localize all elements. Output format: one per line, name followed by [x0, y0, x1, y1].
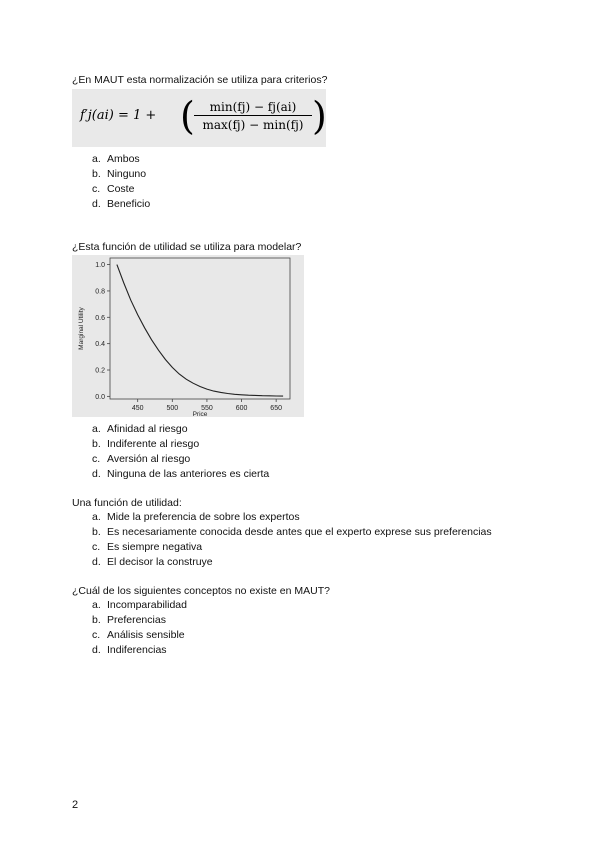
plot-frame: [110, 258, 290, 399]
question-1: [72, 73, 327, 87]
x-tick-label: 600: [235, 405, 248, 412]
y-tick-label: 0.6: [95, 314, 105, 322]
x-tick-label: 650: [270, 405, 282, 412]
y-axis-label: Marginal Utility: [78, 307, 85, 350]
question-text: ¿En MAUT esta normalización se utiliza para criterios?: [72, 74, 328, 86]
option: b. Ninguno: [92, 168, 147, 180]
question-4: [72, 584, 330, 658]
option: b. Indiferente al riesgo: [92, 438, 200, 450]
question-text: ¿Esta función de utilidad se utiliza para modelar?: [72, 241, 302, 253]
option: b. Preferencias: [92, 614, 166, 626]
option: a. Mide la preferencia de sobre los expertos: [92, 511, 300, 523]
option: c. Aversión al riesgo: [92, 453, 191, 465]
formula-numerator: min(fj) − fj(ai): [194, 100, 312, 116]
y-tick-label: 0.0: [95, 393, 105, 401]
x-tick-label: 450: [131, 405, 144, 412]
option: a. Ambos: [92, 153, 140, 165]
option: d. El decisor la construye: [92, 556, 213, 568]
question-2: [72, 240, 301, 254]
option: a. Incomparabilidad: [92, 599, 187, 611]
utility-chart-svg: [72, 255, 304, 417]
utility-chart: [72, 255, 304, 417]
y-tick-label: 0.8: [95, 288, 105, 296]
option: d. Indiferencias: [92, 644, 167, 656]
x-tick-label: 550: [201, 405, 213, 412]
option: b. Es necesariamente conocida desde antes que el experto exprese sus preferencias: [92, 526, 492, 538]
page-number: 2: [72, 799, 79, 811]
question-text: Una función de utilidad:: [72, 497, 182, 509]
question-2-options: [72, 422, 269, 482]
question-text: ¿Cuál de los siguientes conceptos no existe en MAUT?: [72, 585, 330, 597]
option: c. Análisis sensible: [92, 629, 185, 641]
option: c. Es siempre negativa: [92, 541, 203, 553]
x-axis-label: Price: [192, 411, 208, 417]
option: a. Afinidad al riesgo: [92, 423, 188, 435]
option: d. Ninguna de las anteriores es cierta: [92, 468, 270, 480]
y-tick-label: 0.4: [95, 341, 105, 349]
formula-lhs: f′j(ai) = 1 +: [80, 108, 157, 123]
option: c. Coste: [92, 183, 135, 195]
option: d. Beneficio: [92, 198, 151, 210]
y-tick-label: 1.0: [95, 262, 105, 270]
question-3: [72, 496, 492, 570]
formula-paren-right: ): [312, 94, 327, 138]
question-1-options: [72, 152, 150, 212]
utility-curve: [117, 265, 283, 397]
formula-fraction: [194, 100, 312, 132]
y-tick-label: 0.2: [95, 367, 105, 375]
normalization-formula: [72, 89, 326, 147]
x-tick-label: 500: [166, 405, 179, 412]
formula-paren-left: (: [180, 94, 195, 138]
formula-denominator: max(fj) − min(fj): [202, 118, 304, 132]
